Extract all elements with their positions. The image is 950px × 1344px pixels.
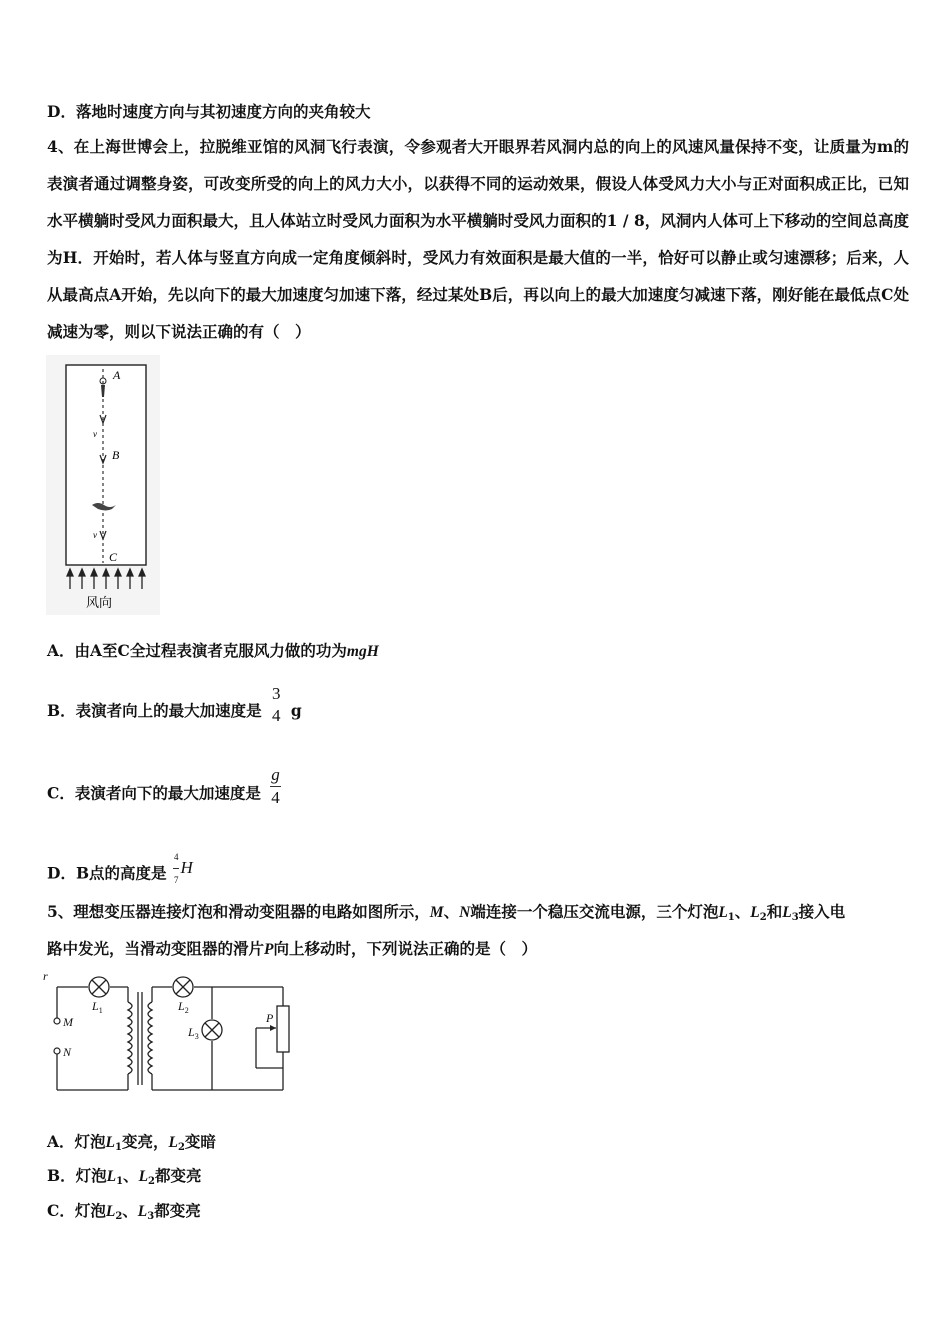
q5-option-a: A．灯泡$L_1$变亮，$L_2$变暗 [47,1132,216,1153]
label-v2: v [93,530,97,540]
fraction-g-4: $\frac{g}{4}$ [271,765,280,807]
tunnel-outline [66,365,146,565]
q5-stem-line2: 路中发光，当滑动变阻器的滑片P向上移动时，下列说法正确的是（ ） [47,939,537,958]
q4-option-d: D．B点的高度是 $\frac{4}{7}$ H [47,852,193,897]
q5-stem-line1: 5、理想变压器连接灯泡和滑动变阻器的电路如图所示，M、N端连接一个稳压交流电源，三个灯泡$L_1$、$L_2$和$L_3$接入电 [47,902,846,923]
label-l2: $L_2$ [178,999,189,1015]
label-p: P [266,1011,274,1025]
label-c: C [109,550,118,564]
corner-mark: r [43,970,48,983]
transformer-circuit-figure [40,970,300,1096]
q3-option-d: D．落地时速度方向与其初速度方向的夹角较大 [47,102,371,121]
label-v1: v [93,429,97,439]
fraction-4-7: $\frac{4}{7}$ [173,846,180,891]
fraction-3-4: 3 4 [272,684,281,725]
label-a: A [113,368,121,382]
wind-tunnel-figure [46,355,160,615]
label-l1: $L_1$ [92,999,103,1015]
q4-option-a: A．由A至C全过程表演者克服风力做的功为mgH [47,641,379,660]
label-m: M [63,1015,73,1029]
rheostat [277,1006,289,1052]
slider-arrow-icon [270,1025,276,1031]
terminal-n [54,1048,60,1054]
q4-option-b: B．表演者向上的最大加速度是 3 4 g [47,684,302,725]
q4-stem: 4、在上海世博会上，拉脱维亚馆的风洞飞行表演，令参观者大开眼界若风洞内总的向上的风速风量保持不变，让质量为m的表演者通过调整身姿，可改变所受的向上的风力大小，以获得不同的运动效果，假设人体受风力大小与正对面积成正比，已知水平横躺时受风力面积最大，且人体站立时受风力面积为水平横躺时受风力面积的1 / 8，风洞内人体可上下移动的空间总高度为H．开始时，若人体与竖直方向成一定角度倾斜时，受风力有效面积是最大值的一半，恰好可以静止或匀速漂移；后来，人从最高点A开始，先以向下的最大加速度匀加速下落，经过某处B后，再以向上的最大加速度匀减速下落，刚好能在最低点C处减速为零，则以下说法正确的有（ ） [47,137,909,341]
label-l3: $L_3$ [188,1025,199,1041]
wind-caption: 风向 [86,596,113,611]
label-b: B [112,448,120,462]
q5-option-b: B．灯泡$L_1$、$L_2$都变亮 [47,1166,202,1187]
primary-coil [128,1002,132,1074]
secondary-coil [148,1002,152,1074]
q4-option-c: C．表演者向下的最大加速度是 $\frac{g}{4}$ [47,765,280,807]
label-n: N [63,1045,72,1059]
terminal-m [54,1018,60,1024]
q5-option-c: C．灯泡$L_2$、$L_3$都变亮 [47,1201,201,1222]
